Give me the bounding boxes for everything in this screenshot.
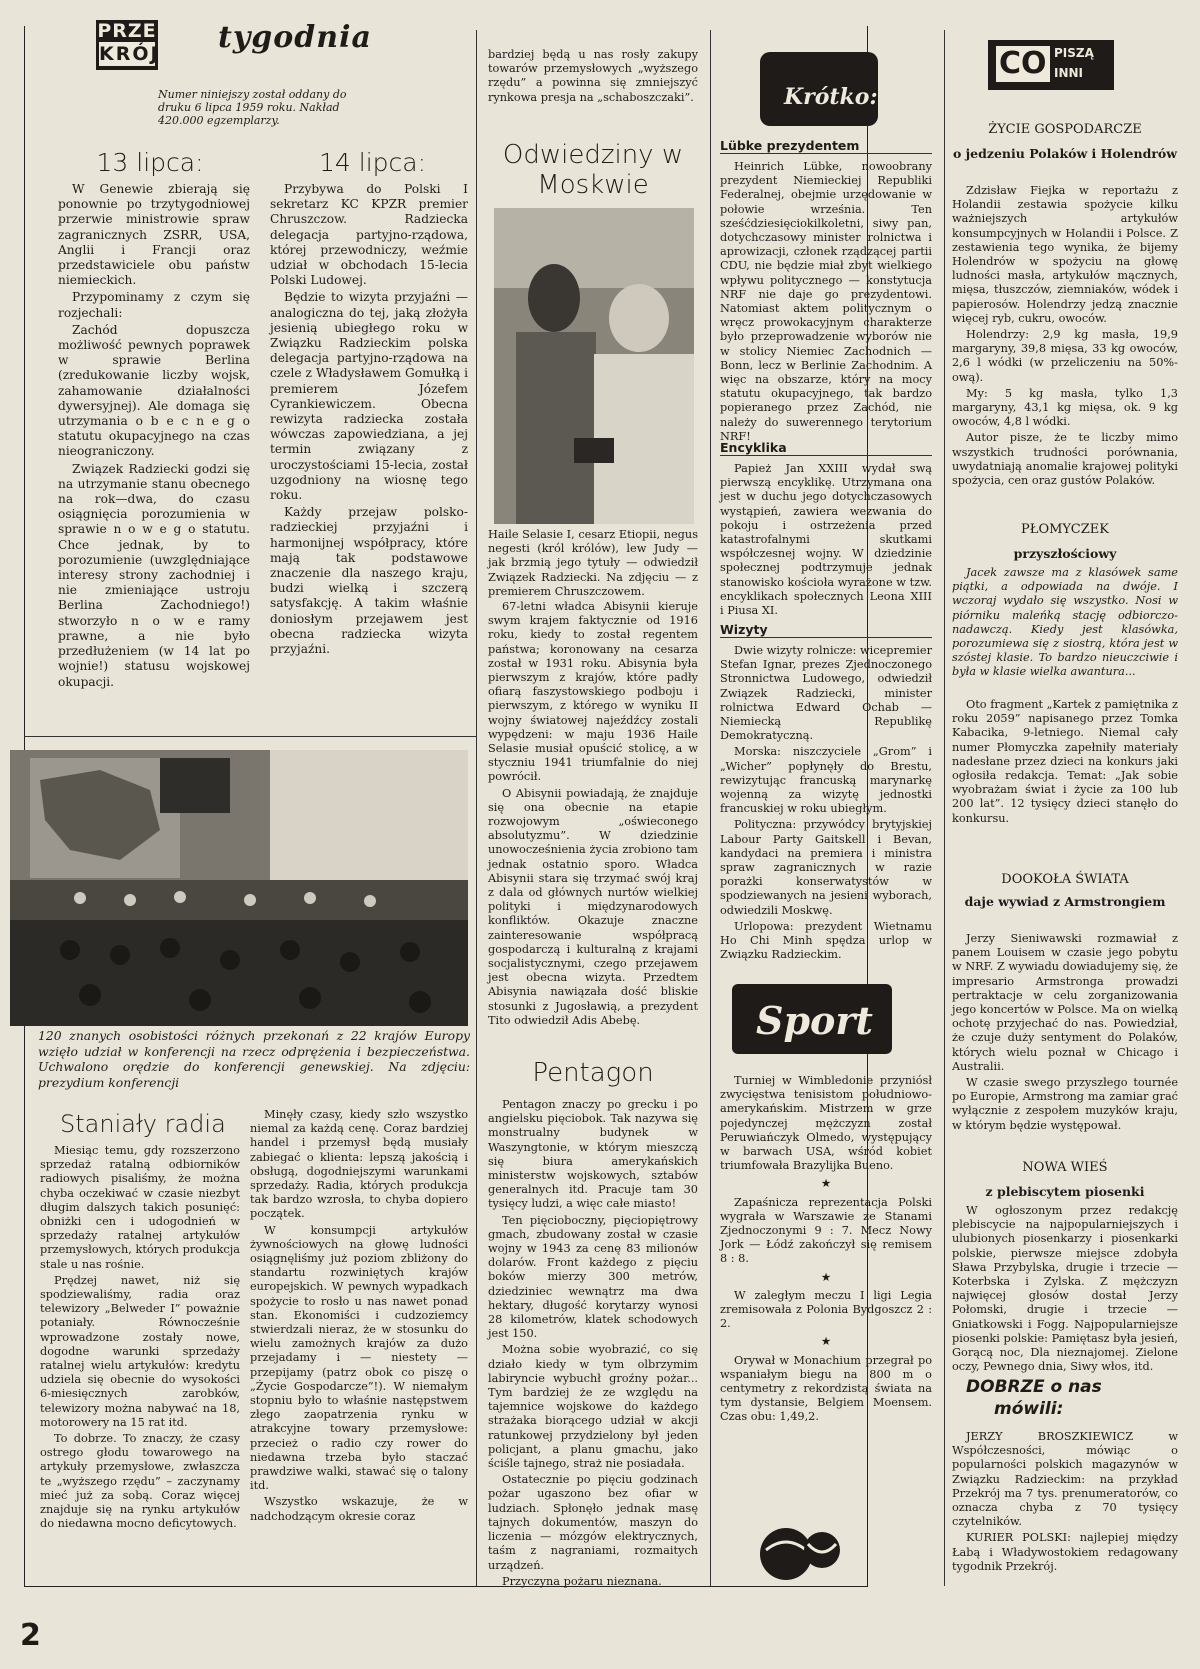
page-number: 2	[20, 1618, 41, 1653]
paragraph: Minęły czasy, kiedy szło wszystko niemal za każdą cenę. Coraz bardziej handel i przemysł będą musiały zabiegać o klienta: lepszą jakością i obsługą, dogodniejszymi warunkami sprzedaży. Radia, których produkcja tak bardzo wzrosła, to chyba dopiero początek.	[250, 1108, 468, 1221]
pentagon-body	[488, 1098, 698, 1591]
nowa-subtitle: z plebiscytem piosenki	[985, 1184, 1145, 1199]
logo-pisza: PISZĄ	[1054, 46, 1094, 60]
logo-co: CO	[996, 46, 1050, 82]
pentagon-title: Pentagon	[532, 1058, 654, 1088]
paragraph: Pentagon znaczy po grecku i po angielsku pięciobok. Tak nazywa się monstrualny budynek w Waszyngtonie, w którym mieszczą się biura amerykańskich ministerstw wojskowych, sztabów generalnych itd. Pracuje tam 30 tysięcy ludzi, a więc całe miasto!	[488, 1098, 698, 1211]
krotko-logo-text: Krótko:	[784, 84, 878, 110]
july14-body	[270, 182, 468, 659]
paragraph: Orywał w Monachium przegrał po wspaniałym biegu na 800 m o centymetry z rekordzistą świata na tym dystansie, Belgiem Moensem. Czas obu: 1,49,2.	[720, 1353, 932, 1424]
paragraph: JERZY BROSZKIEWICZ w Współczesności, mówiąc o popularności polskich magazynów w Związku Radzieckim: na przykład Przekrój ma 7 tys. prenumeratorów, co oznacza chyba z 70 tysięcy czytelników.	[952, 1430, 1178, 1529]
col3-continuation: bardziej będą u nas rosły zakupy towarów przemysłowych „wyższego rzędu” a powinna się zmniejszyć rynkowa presja na „schaboszczaki”.	[488, 48, 698, 104]
paragraph: Można sobie wyobrazić, co się działo kiedy w tym olbrzymim labiryncie wybuchł groźny pożar... Tym bardziej że ze względu na tajemnice wojskowe do każdego strażaka biorącego udział w akcji ratunkowej przydzielony był jeden policjant, a planu gmachu, jako ściśle tajnego, straż nie posiadała.	[488, 1343, 698, 1471]
paragraph: Przybywa do Polski I sekretarz KC KPZR premier Chruszczow. Radziecka delegacja partyjno-rządowa, której przewodniczy, weźmie udział w obchodach 15-lecia Polski Ludowej.	[270, 182, 468, 288]
paragraph: Turniej w Wimbledonie przyniósł zwycięstwa tenisistom południowo-amerykańskim. Mistrzem w grze pojedynczej mężczyzn został Peruwiańczyk Olmedo, występujący w barwach USA, wśród kobiet triumfowała Brazylijka Bueno.	[720, 1074, 932, 1173]
radia-col1	[40, 1144, 240, 1533]
paragraph: O Abisynii powiadają, że znajduje się ona obecnie na etapie rozwojowym „oświeconego absolutyzmu”. W dziedzinie unowocześnienia życia zrobiono tam jednak ostatnio sporo. Władca Abisynii stara się trzymać swój kraj z dala od głównych nurtów wielkiej polityki i międzynarodowych konfliktów. Okazuje znaczne zainteresowanie współpracą gospodarczą i kulturalną z krajami socjalistycznymi, czego przejawem jest obecna wizyta. Przedtem Abisynia nawiązała dość bliskie stosunki z Jugosławią, a prezydent Tito odwiedził Adis Abebę.	[488, 786, 698, 1027]
july13-title: 13 lipca:	[96, 148, 204, 177]
paragraph: Autor pisze, że te liczby mimo wszystkich trudności porównania, uwydatniają anomalie krajowej polityki spożycia, cen oraz gustów Polaków.	[952, 431, 1178, 488]
masthead-weekly: tygodnia	[218, 20, 372, 55]
paragraph: Holendrzy: 2,9 kg masła, 19,9 margaryny, 39,8 mięsa, 33 kg owoców, 2,6 l wódki (w przeliczeniu na 50%-ową).	[952, 328, 1178, 384]
moskwa-photo	[494, 208, 694, 524]
paragraph: Wszystko wskazuje, że w nadchodzącym okresie coraz	[250, 1495, 468, 1523]
paragraph: Prędzej nawet, niż się spodziewaliśmy, radia oraz telewizory „Belweder I” poważnie potaniały. Równocześnie wprowadzone zostały nowe, dogodne warunki sprzedaży ratalnej wielu artykułów: kredytu udziela się obecnie do wysokości 6-miesięcznych zarobków, telewizory można nabywać na 18, motorowery na 15 rat itd.	[40, 1273, 240, 1429]
nowa-title: NOWA WIEŚ	[1022, 1160, 1108, 1175]
wizyty-title: Wizyty	[720, 622, 932, 638]
paragraph: W Genewie zbierają się ponownie po trzytygodniowej przerwie ministrowie spraw zagranicznych ZSRR, USA, Anglii i Francji oraz przedstawiciele obu państw niemieckich.	[58, 182, 250, 288]
plomyczek-body: Oto fragment „Kartek z pamiętnika z roku 2059” napisanego przez Tomka Kabacika, 9-letniego. Niemal cały numer Płomyczka zapełniły materiały nadesłane przez dzieci na konkurs jaki ogłosiła redakcja. Temat: „Jak sobie wyobrażam świat i życie za 100 lub 200 lat”. 12 tysięcy dzieci stanęło do konkursu.	[952, 698, 1178, 825]
paragraph: Urlopowa: prezydent Wietnamu Ho Chi Minh spędza urlop w Związku Radzieckim.	[720, 919, 932, 962]
radia-col2	[250, 1108, 468, 1526]
logo-line2: KRÓJ	[99, 43, 160, 65]
paragraph: Morska: niszczyciele „Grom” i „Wicher” popłynęły do Brestu, rewizytując francuską marynarkę wojenną za wizytę jednostki francuskiej w roku ubiegłym.	[720, 745, 932, 816]
paragraph: Związek Radziecki godzi się na utrzymanie stanu obecnego na rok—dwa, do czasu osiągnięcia porozumienia w sprawie n o w e g o statutu. Chce jednak, by to porozumienie (uwzględniające interesy strony zachodniej i nie zmieniające ustroju Berlina Zachodniego!) stworzyło n o w e ramy prawne, a nie było przedłużeniem (w 14 lat po wojnie!) statusu wojskowej okupacji.	[58, 461, 250, 689]
lubke-title: Lübke prezydentem	[720, 138, 932, 154]
sport-logo-text: Sport	[756, 998, 873, 1043]
plomyczek-quote: Jacek zawsze ma z klasówek same piątki, a odpowiada na dwóje. I wczoraj wydało się wszystko. Nosi w piórniku maleńką stację odbiorczo-nadawczą. Kiedy jest klasówka, porozumiewa się z siostrą, która jest w szóstej klasie. To bardzo nieuczciwie i była w klasie wielka awantura...	[952, 566, 1178, 679]
paragraph: W zaległym meczu I ligi Legia zremisowała z Polonia Bydgoszcz 2 : 2.	[720, 1288, 932, 1331]
paragraph: To dobrze. To znaczy, że czasy ostrego głodu towarowego na artykuły przemysłowe, zwłaszcza te „wyższego rzędu” – zaczynamy mieć już za sobą. Coraz więcej znajduje się na rynku artykułów do niedawna mocno deficytowych.	[40, 1432, 240, 1531]
moskwa-caption: Haile Selasie I, cesarz Etiopii, negus negesti (król królów), lew Judy — jak brzmią jego tytuły — odwiedził Związek Radziecki. Na zdjęciu — z premierem Chruszczowem.	[488, 528, 698, 598]
plomyczek-title: PŁOMYCZEK	[1021, 522, 1109, 537]
paragraph: Zdzisław Fiejka w reportażu z Holandii zestawia spożycie kilku ważniejszych artykułów konsumpcyjnych w Holandii i Polsce. Z zestawienia tego wynika, że bijemy Holendrów w spożyciu na głowę ludności masła, artykułów mącznych, mięsa, tłuszczów, ziemniaków, wódek i papierosów. Holendrzy jedzą znacznie więcej ryb, cukru, owoców.	[952, 184, 1178, 325]
encyklika-body: Papież Jan XXIII wydał swą pierwszą encyklikę. Utrzymana ona jest w duchu jego dotychczasowych wystąpień, zawiera wezwania do pokoju i ostrzeżenia przed katastrofalnymi skutkami współczesnej wojny. W dziedzinie społecznej podtrzymuje jednak stanowisko kościoła wyrażone w tzw. encyklikach społecznych Leona XIII i Piusa XI.	[720, 462, 932, 618]
column-rule	[944, 30, 945, 1586]
column-rule	[476, 30, 477, 1586]
paragraph: W czasie swego przyszłego tournée po Europie, Armstrong ma zamiar grać wyłącznie z zespołem muzyków kraju, w którym będzie występował.	[952, 1076, 1178, 1132]
paragraph: Dwie wizyty rolnicze: wicepremier Stefan Ignar, prezes Zjednoczonego Stronnictwa Ludowego, odwiedził Związek Radziecki, minister rolnictwa Edward Ochab — Niemiecką Republikę Demokratyczną.	[720, 644, 932, 743]
zycie-body	[952, 184, 1178, 490]
wizyty-body	[720, 644, 932, 964]
paragraph: Miesiąc temu, gdy rozszerzono sprzedaż ratalną odbiorników radiowych pisaliśmy, że można chyba oczekiwać w czasie niezbyt długim dalszych takich posunięć: obniżki cen i udogodnień w sprzedaży ratalnej artykułów przemysłowych, których produkcja stale u nas rośnie.	[40, 1144, 240, 1271]
paragraph: Każdy przejaw polsko-radzieckiej przyjaźni i harmonijnej współpracy, które mają tak podstawowe znaczenie dla naszego kraju, budzi wielką i szczerą satysfakcję. A takim właśnie doniosłym przejawem jest obecna radziecka wizyta przyjaźni.	[270, 505, 468, 657]
moskwa-body	[488, 600, 698, 1030]
przekroj-logo	[96, 20, 158, 70]
nowa-body: W ogłoszonym przez redakcję plebiscycie na najpopularniejszych i ulubionych piosenkarzy i piosenkarki polskie, pierwsze miejsce zdobyła Sława Przybylska, drugie i trzecie — Koterbska i Zylska. Z mężczyzn najwięcej głosów dostał Jerzy Połomski, drugie i trzecie — Gniatkowski i Fogg. Najpopularniejsze piosenki polskie: Pamiętasz była jesień, Gorącą noc, Dla nieznajomej. Zielone oczy, Pewnego dnia, Siwy włos, itd.	[952, 1204, 1178, 1374]
plomyczek-subtitle: przyszłościowy	[1013, 546, 1117, 561]
paragraph: W konsumpcji artykułów żywnościowych na głowę ludności osiągnęliśmy już poziom zbliżony do standartu rozwiniętych krajów europejskich. W pewnych wypadkach spożycie to rosło u nas nawet ponad stan. Ekonomiści i cudzoziemcy stwierdzali nieraz, że w stosunku do wielu zamożnych krajów za dużo przejadamy i — niestety — przepijamy (patrz obok co piszę o „Życie Gospodarcze”!). W niemałym stopniu było to właśnie następstwem złego zaopatrzenia rynku w atrakcyjne towary przemysłowe: przecież o radio czy rower do niedawna trzeba było staczać prawdziwe walki, stawać się o talony itd.	[250, 1223, 468, 1493]
paragraph: 67-letni władca Abisynii kieruje swym krajem faktycznie od 1916 roku, kiedy to został regentem państwa; koronowany na cesarza został w 1931 roku. Abisynia była pierwszym z krajów, które padły ofiarą faszystowskiego podboju i pierwszym, z którego w wyniku II wojny światowej najeźdźcy zostali wypędzeni: w maju 1936 Haile Selasie musiał opuścić stolicę, a w styczniu 1941 triumfalnie do niej powrócił.	[488, 600, 698, 784]
star-separator: ★	[820, 1335, 832, 1349]
imprint: Numer niniejszy został oddany do druku 6 lipca 1959 roku. Nakład 420.000 egzemplarzy.	[158, 88, 347, 127]
paragraph: Przypominamy z czym się rozjechali:	[58, 290, 250, 320]
dookola-subtitle: daje wywiad z Armstrongiem	[964, 894, 1166, 909]
zycie-title: ŻYCIE GOSPODARCZE	[988, 122, 1142, 137]
paragraph: Jerzy Sieniwawski rozmawiał z panem Louisem w czasie jego pobytu w NRF. Z wywiadu dowiadujemy się, że impresario Armstronga prowadzi pertraktacje w celu zorganizowania jego koncertów w Polsce. Ma on wielką ochotę przyjechać do nas. Powiedział, że czuje duży sentyment do Polaków, których wielu poznał w Chicago i Australii.	[952, 932, 1178, 1073]
dobrze-body	[952, 1430, 1178, 1576]
copisza-logo	[988, 40, 1114, 90]
logo-line1: PRZE	[97, 20, 157, 42]
zycie-subtitle: o jedzeniu Polaków i Holendrów	[952, 146, 1178, 161]
paragraph: My: 5 kg masła, tylko 1,3 margaryny, 43,1 kg mięsa, ok. 9 kg owoców, 4,8 l wódki.	[952, 386, 1178, 429]
dookola-title: DOOKOŁA ŚWIATA	[1001, 872, 1129, 887]
encyklika-title: Encyklika	[720, 440, 932, 456]
divider	[24, 736, 477, 737]
dobrze-heading	[966, 1376, 1102, 1420]
paragraph: Przyczyna pożaru nieznana.	[502, 1574, 662, 1588]
lubke-body: Heinrich Lübke, nowoobrany prezydent Niemieckiej Republiki Federalnej, obejmie urzędowanie w połowie września. Ten sześćdziesięciokilkoletni, siwy pan, dotychczasowy minister rolnictwa i aprowizacji, członek rządzącej partii CDU, nie będzie miał zbyt wielkiego wpływu politycznego — konstytucja NRF nie daje go prezydentowi. Natomiast aktem politycznym o wręcz prowokacyjnym charakterze było przeprowadzenie wyborów nie w stolicy Niemiec Zachodnich — Bonn, lecz w Berlinie Zachodnim. A więc na obszarze, który na mocy statutu okupacyjnego, tak bardzo popieranego przez Zachód, nie należy do suwerennego terytorium NRF!	[720, 160, 932, 443]
dobrze-line1: DOBRZE o nas	[966, 1377, 1102, 1397]
paragraph: Ostatecznie po pięciu godzinach pożar ugaszono bez ofiar w ludziach. Spłonęło jednak masę tajnych dokumentów, maszyn do liczenia — mózgów elektrycznych, taśm z nagraniami, rozmaitych urządzeń.	[488, 1473, 698, 1572]
dookola-body	[952, 932, 1178, 1135]
star-separator: ★	[820, 1270, 832, 1284]
paragraph: KURIER POLSKI: najlepiej między Łabą i Władywostokiem redagowany tygodnik Przekrój.	[952, 1531, 1178, 1573]
logo-inni: INNI	[1054, 66, 1084, 80]
july14-title: 14 lipca:	[318, 148, 426, 177]
paragraph: Ten pięcioboczny, pięciopiętrowy gmach, zbudowany został w czasie wojny w 1943 za cenę 83 milionów dolarów. Front każdego z pięciu boków mierzy 300 metrów, dziedziniec wewnątrz ma dwa hektary, długość korytarzy wynosi 28 kilometrów, klatek schodowych jest 150.	[488, 1213, 698, 1341]
conference-caption: 120 znanych osobistości różnych przekonań z 22 krajów Europy wzięło udział w konferencji na rzecz odprężenia i bezpieczeństwa. Uchwalono orędzie do konferencji genewskiej. Na zdjęciu: prezydium konferencji	[38, 1028, 470, 1090]
paragraph: Zachód dopuszcza możliwość pewnych poprawek w sprawie Berlina (zredukowanie liczby wojsk, zahamowanie działalności dywersyjnej). Ale domaga się utrzymania o b e c n e g o statutu okupacyjnego na czas nieograniczony.	[58, 322, 250, 459]
sport-body	[720, 1074, 932, 1427]
conference-photo-image	[10, 750, 468, 1026]
radia-title: Staniały radia	[60, 1110, 226, 1138]
krotko-logo	[760, 52, 878, 126]
moskwa-title: Odwiedziny w Moskwie	[502, 140, 684, 200]
star-separator: ★	[820, 1177, 832, 1191]
paragraph: Będzie to wizyta przyjaźni — analogiczna do tej, jaką złożyła jesienią ubiegłego roku w Związku Radzieckim polska delegacja partyjno-rządowa na czele z Władysławem Gomułką i premierem Józefem Cyrankiewiczem. Obecna rewizyta radziecka została wówczas zapowiedziana, a jej termin związany z uroczystościami 15-lecia, został uzgodniony na wiosnę tego roku.	[270, 290, 468, 503]
july13-body	[58, 182, 250, 692]
column-rule	[710, 30, 711, 1586]
sport-balls-icon	[756, 1520, 844, 1584]
conference-photo	[10, 750, 468, 1026]
dobrze-line2: mówili:	[994, 1399, 1064, 1419]
paragraph: Zapaśnicza reprezentacja Polski wygrała w Warszawie ze Stanami Zjednoczonymi 9 : 7. Mecz Nowy Jork — Łódź zakończył się remisem 8 : 8.	[720, 1195, 932, 1266]
moskwa-photo-image	[494, 208, 694, 524]
sport-logo	[732, 984, 892, 1054]
paragraph: Polityczna: przywódcy brytyjskiej Labour Party Gaitskell i Bevan, kandydaci na premiera i ministra spraw zagranicznych w razie porażki konserwatystów w spodziewanych na jesieni wyborach, odwiedzili Moskwę.	[720, 818, 932, 917]
